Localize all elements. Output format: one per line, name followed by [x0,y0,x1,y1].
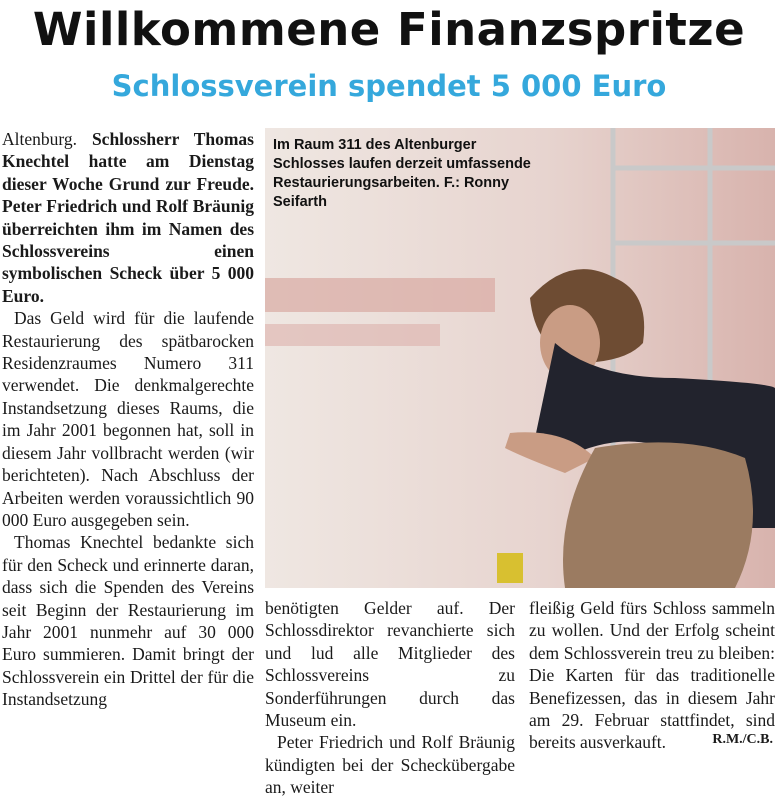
article-column-1 [2,128,254,711]
author-initials: R.M./C.B. [712,732,773,748]
subheadline: Schlossverein spendet 5 000 Euro [111,69,667,103]
article-column-2 [265,597,515,799]
paragraph-3-continued: fleißig Geld fürs Schloss sammeln zu wollen. Und der Erfolg scheint dem Schlossverein treu zu bleiben: Die Karten für das traditionelle Benefizessen, das in diesem Jahr am 29. Februar stattfindet, sind bereits ausverkauft. [529,598,775,753]
article-column-3 [529,597,775,754]
headline: Willkommene Finanzspritze [32,3,746,56]
lead-text: Schlossherr Thomas Knechtel hatte am Dienstag dieser Woche Grund zur Freude. Peter Friedrich und Rolf Bräunig überreichten ihm im Namen des Schlossvereins einen symbolischen Scheck über 5 000 Euro. [2,129,254,306]
photo-caption: Im Raum 311 des Altenburger Schlosses laufen derzeit umfassende Restaurierungsarbeiten. F.: Ronny Seifarth [273,137,531,210]
paragraph-1: Das Geld wird für die laufende Restaurierung des spätbarocken Residenzraumes Numero 311 verwendet. Die denkmalgerechte Instandsetzung dieses Raums, die im Jahr 2001 begonnen hat, soll in diesem Jahr vollbracht werden (wir berichteten). Nach Abschluss der Arbeiten werden voraussichtlich 90 000 Euro ausgegeben sein. [2,308,254,530]
lead-paragraph [2,128,254,307]
paragraph-3: Peter Friedrich und Rolf Bräunig kündigten bei der Scheckübergabe an, weiter [265,732,515,798]
paragraph-2-continued: benötigten Gelder auf. Der Schlossdirektor revanchierte sich und lud alle Mitglieder des Schlossvereins zu Sonderführungen durch das Museum ein. [265,598,515,731]
article-photo [265,128,775,588]
dateline: Altenburg. [2,129,78,149]
paragraph-2: Thomas Knechtel bedankte sich für den Scheck und erinnerte daran, dass sich die Spenden des Vereins seit Beginn der Restaurierung im Jahr 2001 nunmehr auf 30 000 Euro summieren. Damit bringt der Schlossverein ein Drittel der für die Instandsetzung [2,532,254,710]
